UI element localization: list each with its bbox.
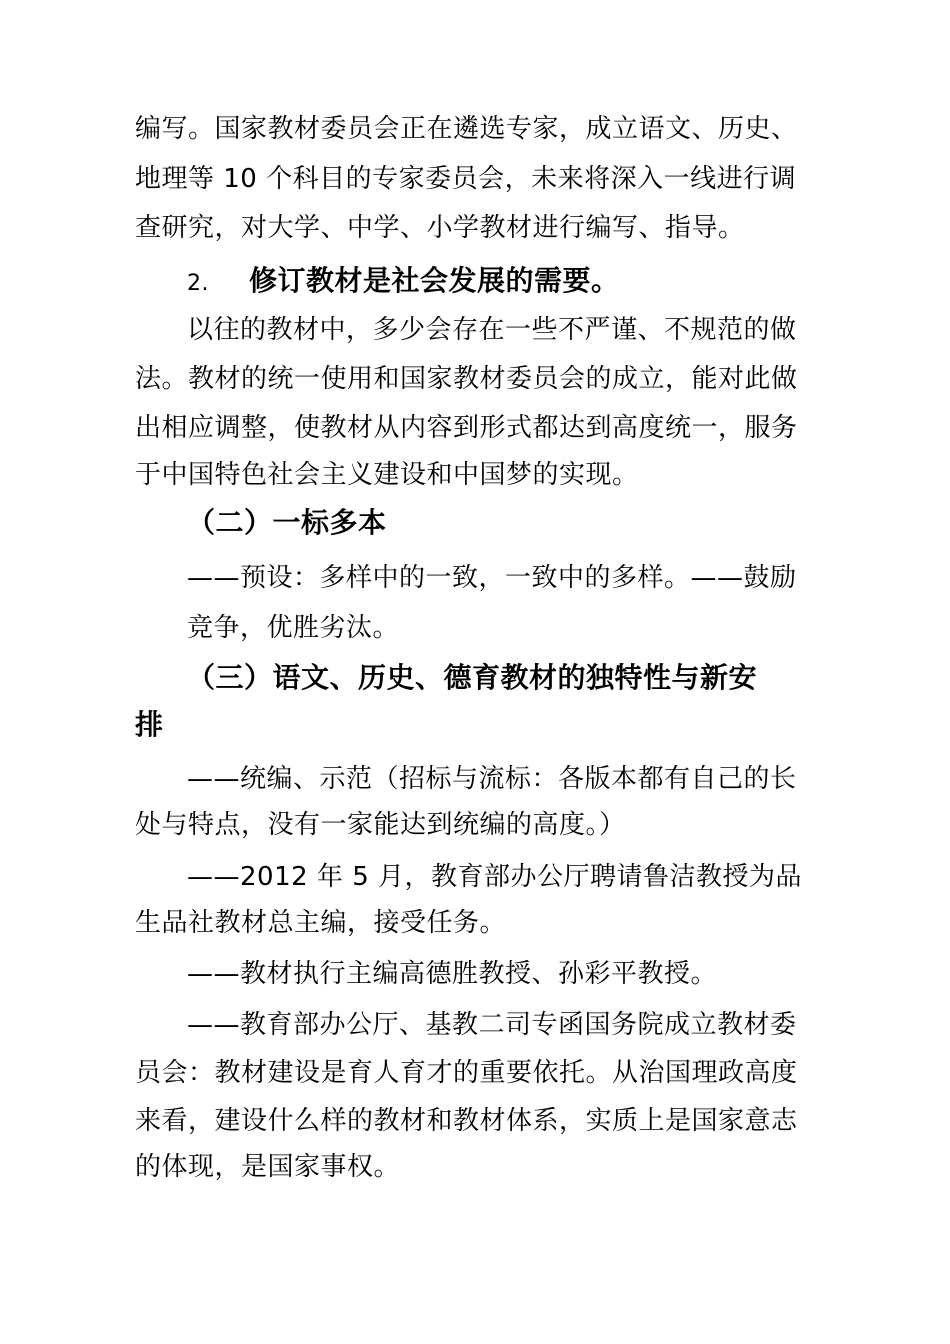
paragraph-line: 员会：教材建设是育人育才的重要依托。从治国理政高度 <box>135 1058 798 1088</box>
paragraph-line: 生品社教材总主编，接受任务。 <box>135 908 507 938</box>
paragraph-line: 编写。国家教材委员会正在遴选专家，成立语文、历史、 <box>135 114 798 144</box>
paragraph-line: 以往的教材中，多少会存在一些不严谨、不规范的做 <box>187 315 797 345</box>
section-title: （三）语文、历史、德育教材的独特性与新安 <box>187 661 758 694</box>
paragraph-line: 出相应调整，使教材从内容到形式都达到高度统一，服务 <box>135 413 798 443</box>
paragraph-line: 法。教材的统一使用和国家教材委员会的成立，能对此做 <box>135 364 798 394</box>
paragraph-line: ——统编、示范（招标与流标：各版本都有自己的长 <box>187 764 797 794</box>
section-title: （二）一标多本 <box>187 506 387 539</box>
heading-text: 修订教材是社会发展的需要。 <box>249 264 620 297</box>
paragraph-line: ——2012 年 5 月，教育部办公厅聘请鲁洁教授为品 <box>187 862 803 892</box>
paragraph-line: 来看，建设什么样的教材和教材体系，实质上是国家意志 <box>135 1106 798 1136</box>
paragraph-line: ——教材执行主编高德胜教授、孙彩平教授。 <box>187 959 718 989</box>
paragraph-line: ——预设：多样中的一致，一致中的多样。——鼓励 <box>187 563 797 593</box>
paragraph-line: 查研究，对大学、中学、小学教材进行编写、指导。 <box>135 213 745 243</box>
paragraph-line: 于中国特色社会主义建设和中国梦的实现。 <box>135 460 639 490</box>
paragraph-line: 处与特点，没有一家能达到统编的高度。） <box>135 810 626 840</box>
paragraph-line: 地理等 10 个科目的专家委员会，未来将深入一线进行调 <box>135 164 797 194</box>
paragraph-line: ——教育部办公厅、基教二司专函国务院成立教材委 <box>187 1010 797 1040</box>
heading-number: 2. <box>187 271 209 296</box>
paragraph-line: 竞争，优胜劣汰。 <box>187 613 400 643</box>
section-title-continued: 排 <box>135 708 164 741</box>
numbered-heading <box>187 264 887 301</box>
paragraph-line: 的体现，是国家事权。 <box>135 1152 401 1182</box>
